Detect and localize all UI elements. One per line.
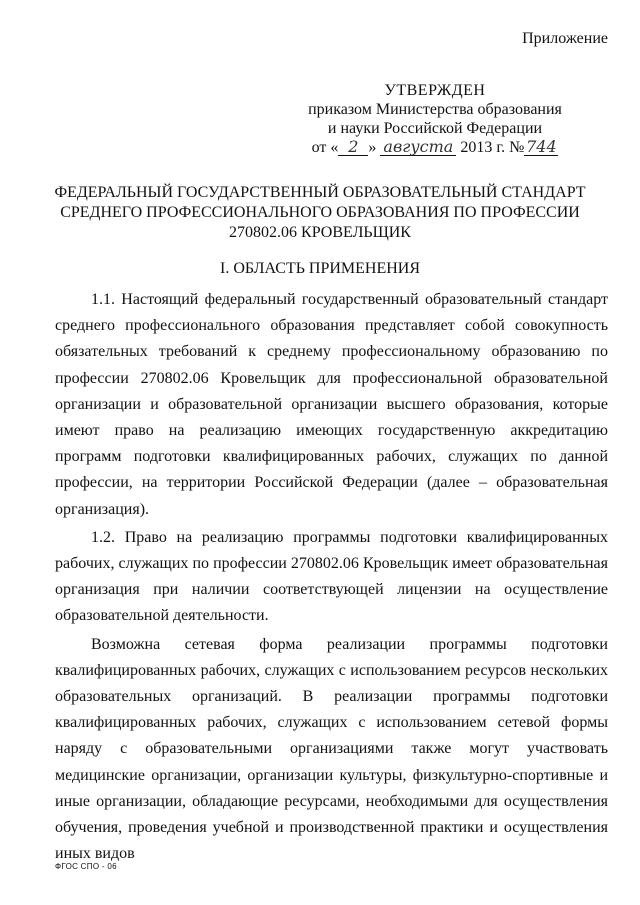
order-month: августа [380, 139, 456, 156]
section-title: I. ОБЛАСТЬ ПРИМЕНЕНИЯ [219, 260, 421, 277]
title-line-3: 270802.06 КРОВЕЛЬЩИК [229, 224, 411, 241]
title-line-2: СРЕДНЕГО ПРОФЕССИОНАЛЬНОГО ОБРАЗОВАНИЯ ПО ПРОФЕССИИ [60, 204, 580, 221]
approval-title: УТВЕРЖДЕН [384, 82, 486, 99]
approval-block [285, 81, 585, 157]
paragraph-1-2: 1.2. Право на реализацию программы подготовки квалифицированных рабочих, служащих по профессии 270802.06 Кровельщик имеет образовательная организация при наличии соответствующей лицензии на осуществление образовательной деятельности. [55, 528, 608, 625]
paragraph-network-form: Возможна сетевая форма реализации программы подготовки квалифицированных рабочих, служащих с использованием ресурсов нескольких образовательных организаций. В реализации программы подготовки квалифицированных рабочих, служащих с использованием сетевой формы наряду с образовательными организациями также могут участвовать медицинские организации, организации культуры, физкультурно-спортивные и иные организации, обладающие ресурсами, необходимыми для осуществления обучения, проведения учебной и производственной практики и осуществления иных видов [55, 635, 608, 863]
document-body [55, 287, 608, 869]
order-number: 744 [526, 137, 557, 156]
appendix-label: Приложение [522, 30, 608, 47]
approval-line-2: и науки Российской Федерации [327, 120, 543, 137]
day-close: » [368, 139, 377, 156]
title-line-1: ФЕДЕРАЛЬНЫЙ ГОСУДАРСТВЕННЫЙ ОБРАЗОВАТЕЛЬНЫЙ СТАНДАРТ [54, 184, 586, 201]
document-title [30, 183, 610, 243]
approval-line-1: приказом Министерства образования [308, 101, 562, 118]
year-label: 2013 г. № [460, 139, 525, 156]
order-day: 2 [338, 139, 368, 156]
paragraph-1-1: 1.1. Настоящий федеральный государственный образовательный стандарт среднего профессионального образования представляет собой совокупность обязательных требований к среднему профессиональному образованию по профессии 270802.06 Кровельщик для профессиональной образовательной организации и образовательной организации высшего образования, которые имеют право на реализацию имеющих государственную аккредитацию программ подготовки квалифицированных рабочих, служащих по данной профессии, на территории Российской Федерации (далее – образовательная организация). [55, 291, 608, 518]
from-label: от « [311, 139, 339, 156]
approval-order-line [285, 138, 585, 157]
footer-code: ФГОС СПО - 06 [55, 862, 117, 871]
